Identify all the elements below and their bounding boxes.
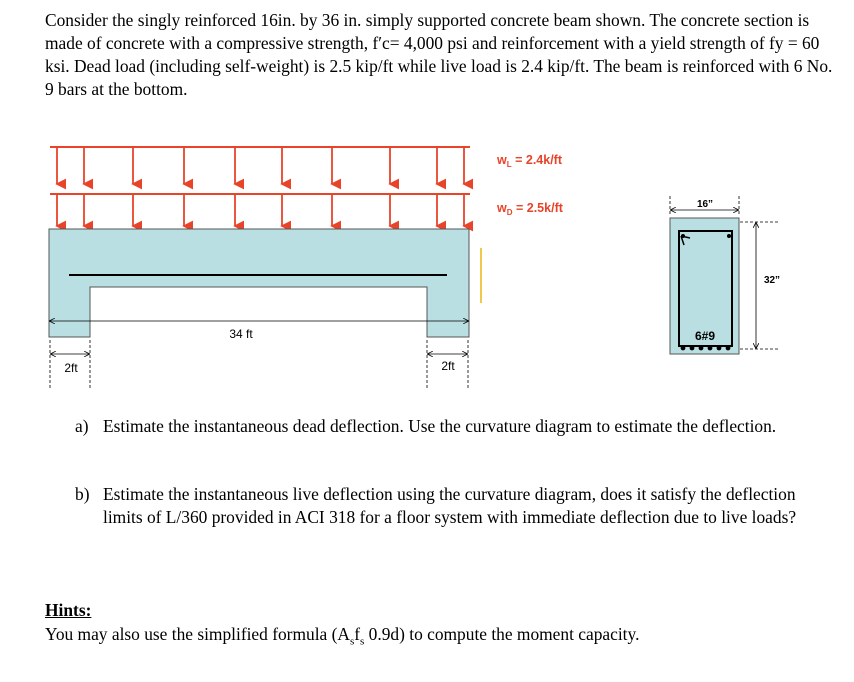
question-b-text: Estimate the instantaneous live deflection using the curvature diagram, does it satisfy the deflection limits of L/360 provided in ACI 318 for a floor system with immediate deflection due to live loads?	[103, 484, 797, 527]
span-dimension	[50, 321, 468, 341]
left-support-label: 2ft	[64, 361, 78, 375]
question-b-label: b)	[75, 484, 90, 504]
live-load-arrows	[50, 147, 470, 184]
problem-statement: Consider the singly reinforced 16in. by 36 in. simply supported concrete beam shown. The concrete section is made of concrete with a compressive strength, f′c= 4,000 psi and reinforcement with a yield strength of fy = 60 ksi. Dead load (including self-weight) is 2.5 kip/ft while live load is 2.4 kip/ft. The beam is reinforced with 6 No. 9 bars at the bottom.	[45, 10, 833, 99]
question-a-label: a)	[75, 416, 89, 436]
question-a-text: Estimate the instantaneous dead deflection. Use the curvature diagram to estimate the deflection.	[103, 416, 777, 436]
cross-section	[670, 196, 780, 354]
live-load-label: $w_L = 2.4k/ft$	[497, 153, 562, 169]
rebar-label: 6#9	[694, 329, 716, 343]
hints-text: You may also use the simplified formula ($A_sf_s$ 0.9d) to compute the moment capacity.	[45, 624, 640, 648]
hints-title: Hints:	[45, 600, 92, 620]
dead-load-label: $w_D = 2.5k/ft$	[497, 201, 563, 217]
section-width-label: 16”	[696, 199, 714, 210]
span-label: 34 ft	[229, 327, 253, 341]
right-support-dimension	[427, 340, 468, 388]
section-depth-label: 32”	[763, 275, 781, 286]
question-b	[75, 483, 815, 529]
right-support-label: 2ft	[441, 359, 455, 373]
left-support-dimension	[50, 340, 90, 388]
dead-load-arrows	[50, 194, 470, 226]
question-a	[75, 415, 815, 438]
